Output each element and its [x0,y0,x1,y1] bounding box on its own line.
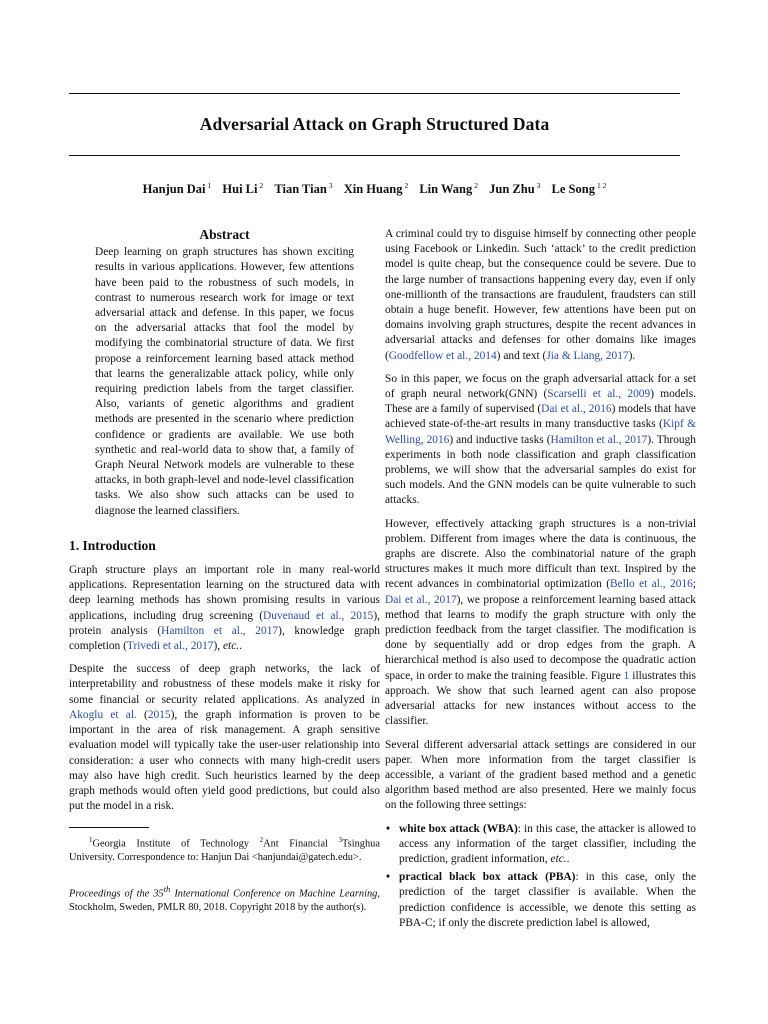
author: Hui Li $^2$ [222,181,264,197]
bullet-icon: • [386,822,390,835]
author: Xin Huang $^2$ [343,181,409,197]
top-rule [69,93,680,94]
citation-link[interactable]: Bello et al., 2016 [610,578,693,591]
author: Lin Wang $^2$ [419,181,479,197]
citation-link[interactable]: Akoglu et al. [69,708,137,721]
list-item: • white box attack (WBA): in this case, the attacker is allowed to access any information of the target classifier, including the prediction, gradient information, etc.. [386,822,696,865]
intro-paragraph-2: Despite the success of deep graph networks, the lack of interpretability and robustness of these models make it risky for some financial or security related applications. As analyzed in Akoglu et al. (2015), the graph information is proven to be important in the area of risk management. A graph sensitive evaluation model will typically take the user-user relationship into consideration: a user who connects with many high-credit users may also have high credit. Such heuristics learned by the deep graph methods would often yield good predictions, but could also put the model in a risk. [69,663,380,813]
figure-reference-link[interactable]: 1 [623,669,630,682]
right-paragraph-3: However, effectively attacking graph structures is a non-trivial problem. Different from images where the data is continuous, the graphs are discrete. Also the combinatorial nature of the graph structures makes it much more difficult than text. Inspired by the recent advances in combinatorial optimization (Bello et al., 2016; Dai et al., 2017), we propose a reinforcement learning based attack method that learns to modify the graph structure with only the prediction feedback from the target classifier. The modification is done by sequentially add or drop edges from the graph. A hierarchical method is also used to decompose the quadratic action space, in order to make the training feasible. Figure 1 illustrates this approach. We show that such learned agent can also propose adversarial attacks for new instances without access to the classifier. [385,517,697,728]
author: Tian Tian $^3$ [274,181,333,197]
citation-link[interactable]: Trivedi et al., 2017 [126,640,214,653]
right-column [385,227,696,934]
citation-link[interactable]: Hamilton et al., 2017 [550,433,648,446]
citation-link[interactable]: Kipf & Welling, 2016 [385,418,696,446]
intro-paragraph-1: Graph structure plays an important role in many real-world applications. Representation learning on the structured data with deep learning methods has shown promising results in various applications, including drug screening (Duvenaud et al., 2015), protein analysis (Hamilton et al., 2017), knowledge graph completion (Trivedi et al., 2017), etc.. [69,564,380,653]
citation-link[interactable]: Dai et al., 2016 [541,403,612,416]
introduction-heading: 1. Introduction [69,537,156,553]
citation-link[interactable]: Scarselli et al., 2009 [547,388,651,401]
author: Jun Zhu $^3$ [489,181,541,197]
citation-link[interactable]: Goodfellow et al., 2014 [388,349,497,362]
author: Le Song $^{1 2}$ [551,181,607,197]
paper-title: Adversarial Attack on Graph Structured Data [199,114,550,134]
abstract-body: Deep learning on graph structures has shown exciting results in various applications. However, few attentions have been paid to the robustness of such models, in contrast to numerous research work for image or text adversarial attack and defense. In this paper, we focus on the adversarial attacks that fool the model by modifying the combinatorial structure of data. We first propose a reinforcement learning based attack method that learns the generalizable attack policy, while only requiring prediction labels from the target classifier. Also, variants of genetic algorithms and gradient methods are presented in the scenario where prediction confidence or gradients are available. We use both synthetic and real-world data to show that, a family of Graph Neural Network models are vulnerable to these attacks, in both graph-level and node-level classification tasks. We also show such attacks can be used to diagnose the learned classifiers. [95,246,354,517]
abstract-heading: Abstract [199,227,250,242]
right-paragraph-2: So in this paper, we focus on the graph adversarial attack for a set of graph neural network(GNN) (Scarselli et al., 2009) models. These are a family of supervised (Dai et al., 2016) models that have achieved state-of-the-art results in many transductive tasks (Kipf & Welling, 2016) and inductive tasks (Hamilton et al., 2017). Through experiments in both node classification and graph classification problems, we will show that the adversarial samples do exist for such models. And the GNN models can be quite vulnerable to such attacks. [385,372,696,507]
left-column [69,227,380,822]
attack-settings-list [385,822,696,931]
citation-link[interactable]: Hamilton et al., 2017 [161,624,279,637]
citation-link[interactable]: Duvenaud et al., 2015 [263,609,374,622]
citation-link[interactable]: Dai et al., 2017 [385,593,457,606]
proceedings-note: Proceedings of the 35th International Conference on Machine Learning, Stockholm, Sweden, PMLR 80, 2018. Copyright 2018 by the author(s). [69,884,380,914]
bullet-icon: • [386,871,390,884]
right-paragraph-4: Several different adversarial attack settings are considered in our paper. When more information from the target classifier is accessible, a variant of the gradient based method and a genetic algorithm based method are also presented. Here we mainly focus on the following three settings: [385,738,696,812]
affiliation-footnote [69,830,380,865]
author-list [69,181,680,197]
citation-link[interactable]: Jia & Liang, 2017 [546,349,629,362]
title-rule [69,155,680,156]
author: Hanjun Dai $^1$ [142,181,212,197]
right-paragraph-1: A criminal could try to disguise himself by connecting other people using Facebook or Linkedin. Such ‘attack’ to the credit prediction model is quite cheap, but the consequence could be severe. Due to the large number of transactions happening every day, even if only one-millionth of the transactions are fraudulent, fraudsters can still obtain a huge benefit. However, few attentions have been put on domains involving graph structures, despite the recent advances in adversarial attacks and defenses for other domains like images (Goodfellow et al., 2014) and text (Jia & Liang, 2017). [385,228,696,362]
footnote-text: $^1$Georgia Institute of Technology $^2$Ant Financial $^3$Tsinghua University. Correspondence to: Hanjun Dai <hanjundai@gatech.edu>. [69,836,380,864]
citation-link[interactable]: 2015 [147,708,171,721]
list-item: • practical black box attack (PBA): in this case, only the prediction of the target classifier is available. When the prediction confidence is accessible, we denote this setting as PBA-C; if only the discrete prediction label is allowed, [386,871,696,929]
footnote-rule [69,827,149,828]
